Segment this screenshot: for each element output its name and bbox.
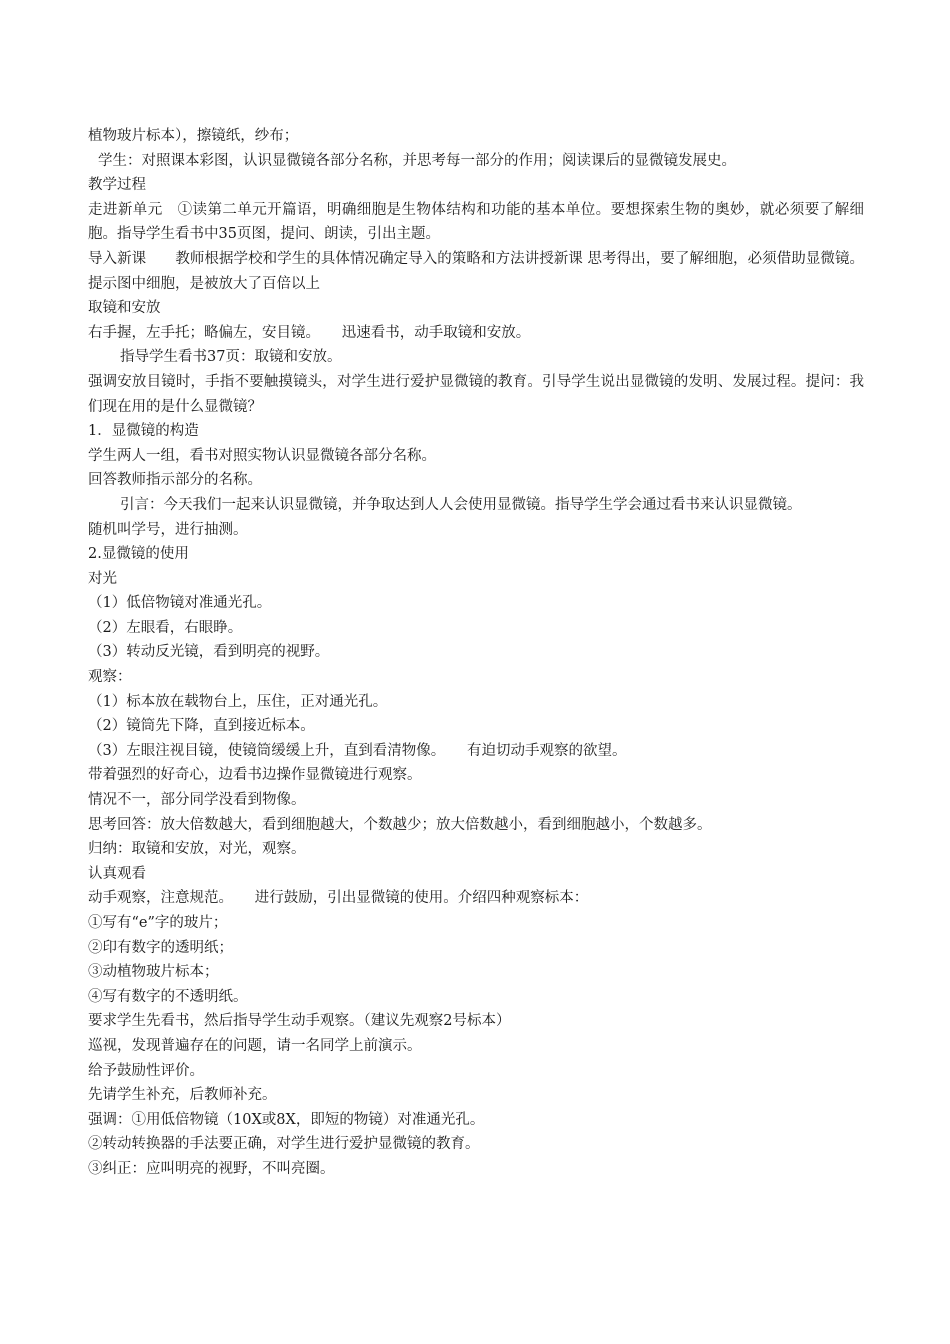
text-line: （3）转动反光镜，看到明亮的视野。 [88,644,330,661]
text-line: 指导学生看书37页：取镜和安放。 [120,349,342,366]
text-line: （3）左眼注视目镜，使镜筒缓缓上升，直到看清物像。 有迫切动手观察的欲望。 [88,742,627,759]
text-line: 右手握，左手托；略偏左，安目镜。 迅速看书，动手取镜和安放。 [88,324,531,341]
text-line: （1）低倍物镜对准通光孔。 [88,595,272,612]
text-line: 走进新单元 ①读第二单元开篇语，明确细胞是生物体结构和功能的基本单位。要想探索生物的奥妙，就必须要了解细胞。指导学生看书中35页图，提问、朗读，引出主题。 [88,201,864,243]
text-line: 植物玻片标本），擦镜纸，纱布； [88,128,299,144]
text-line: ②印有数字的透明纸； [88,939,233,956]
text-line: ③动植物玻片标本； [88,964,219,981]
text-line: （2）左眼看，右眼睁。 [88,619,243,636]
text-line: 先请学生补充，后教师补充。 [88,1087,277,1104]
text-line: 归纳：取镜和安放，对光，观察。 [88,841,306,858]
text-line: 引言：今天我们一起来认识显微镜，并争取达到人人会使用显微镜。指导学生学会通过看书来认识显微镜。 [120,496,802,513]
text-line: 带着强烈的好奇心，边看书边操作显微镜进行观察。 [88,767,422,784]
text-line: 取镜和安放 [88,300,161,317]
text-line: （1）标本放在载物台上，压住，正对通光孔。 [88,693,388,710]
text-line: 强调安放目镜时，手指不要触摸镜头，对学生进行爱护显微镜的教育。引导学生说出显微镜的发明、发展过程。提问：我们现在用的是什么显微镜？ [88,373,864,415]
text-line: 回答教师指示部分的名称。 [88,472,262,489]
text-line: 教学过程 [88,177,146,194]
text-line: 给予鼓励性评价。 [88,1062,204,1079]
text-line: ①写有“e”字的玻片； [88,915,228,931]
text-line: 随机叫学号，进行抽测。 [88,521,248,538]
text-line: 情况不一，部分同学没看到物像。 [88,792,306,809]
text-line: 学生：对照课本彩图，认识显微镜各部分名称，并思考每一部分的作用；阅读课后的显微镜发展史。 [98,152,736,169]
text-line: 导入新课 教师根据学校和学生的具体情况确定导入的策略和方法讲授新课 思考得出，要了解细胞，必须借助显微镜。提示图中细胞，是被放大了百倍以上 [88,250,864,292]
text-line: （2）镜筒先下降，直到接近标本。 [88,718,315,735]
text-line: 2.显微镜的使用 [88,546,189,563]
text-line: 强调：①用低倍物镜（10X或8X，即短的物镜）对准通光孔。 [88,1111,485,1128]
text-line: 要求学生先看书，然后指导学生动手观察。（建议先观察2号标本） [88,1013,511,1030]
text-line: 思考回答：放大倍数越大，看到细胞越大，个数越少；放大倍数越小，看到细胞越小，个数越多。 [88,816,712,833]
text-line: ③纠正：应叫明亮的视野，不叫亮圈。 [88,1160,335,1177]
document-body [88,124,864,1182]
text-line: 认真观看 [88,865,146,882]
text-line: 巡视，发现普遍存在的问题，请一名同学上前演示。 [88,1037,422,1054]
text-line: 观察： [88,669,132,686]
text-line: 动手观察，注意规范。 进行鼓励，引出显微镜的使用。介绍四种观察标本： [88,890,589,907]
text-line: ②转动转换器的手法要正确，对学生进行爱护显微镜的教育。 [88,1136,480,1153]
text-line: 对光 [88,570,117,587]
text-line: 1．显微镜的构造 [88,423,199,440]
text-line: 学生两人一组，看书对照实物认识显微镜各部分名称。 [88,447,436,464]
text-line: ④写有数字的不透明纸。 [88,988,248,1005]
